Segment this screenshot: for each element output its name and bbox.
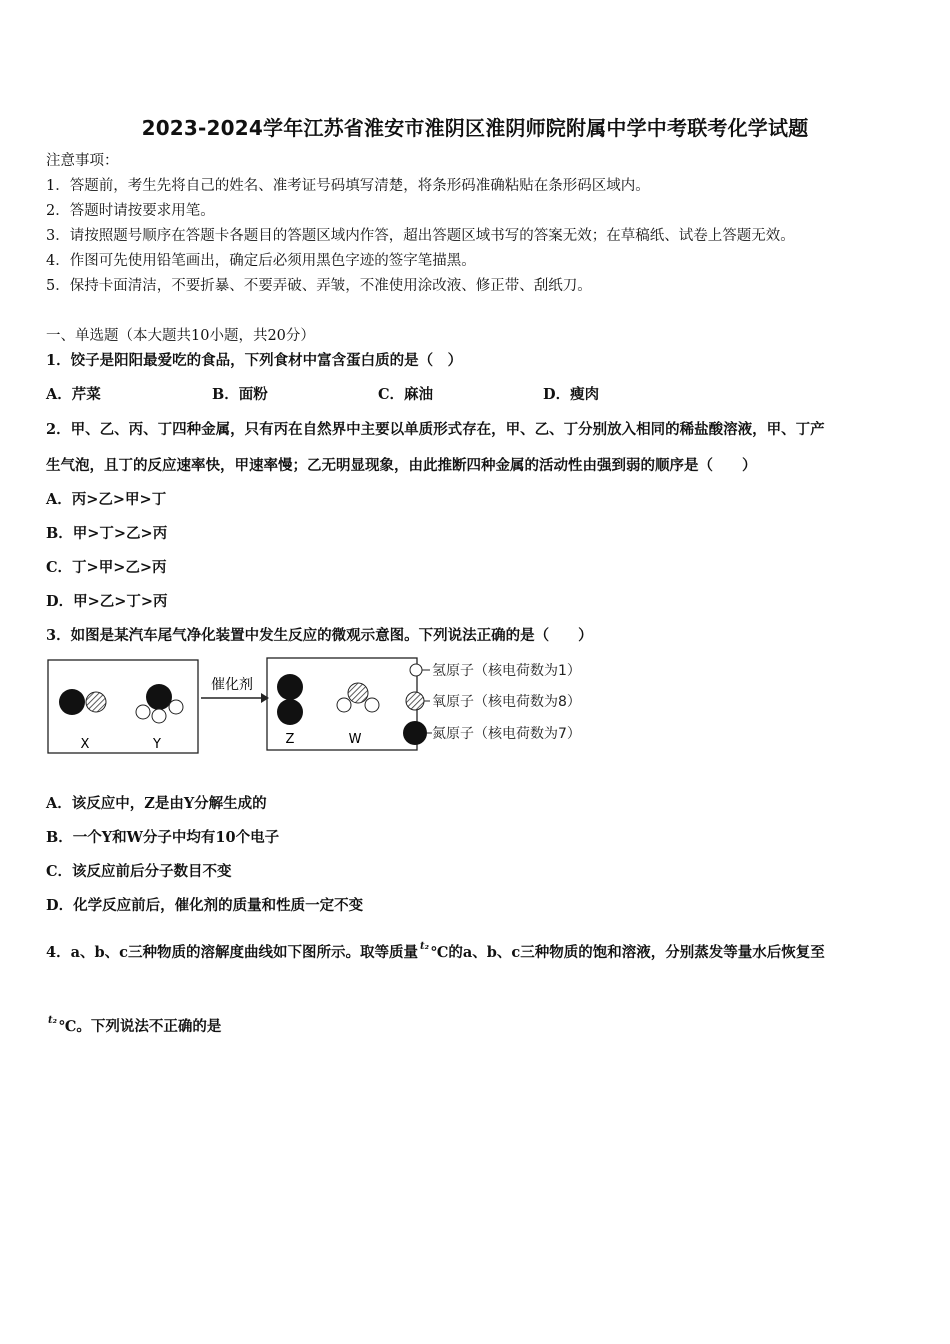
legend-nitrogen: 氮原子（核电荷数为7） [432, 726, 581, 742]
question-2-stem-line2: 生气泡，且丁的反应速率快，甲速率慢；乙无明显现象，由此推断四种金属的活动性由强到弱的顺序是（ ） [46, 457, 757, 474]
molecule-w [337, 683, 379, 712]
q3-option-d: D．化学反应前后，催化剂的质量和性质一定不变 [46, 897, 364, 914]
question-2-stem-line1: 2．甲、乙、丙、丁四种金属，只有丙在自然界中主要以单质形式存在，甲、乙、丁分别放入相同的稀盐酸溶液，甲、丁产 [46, 421, 825, 438]
q2-option-a: A．丙>乙>甲>丁 [46, 491, 167, 508]
catalyst-label: 催化剂 [211, 677, 253, 693]
note-item: 5．保持卡面清洁，不要折暴、不要弄破、弄皱，不准使用涂改液、修正带、刮纸刀。 [46, 278, 592, 294]
molecule-z [277, 674, 303, 725]
q1-option-d: D．瘦肉 [543, 386, 600, 403]
hydrogen-atom-icon [410, 664, 422, 676]
nitrogen-atom-icon [403, 721, 427, 745]
reaction-diagram [46, 655, 626, 755]
note-item: 3．请按照题号顺序在答题卡各题目的答题区域内作答，超出答题区域书写的答案无效；在草稿纸、试卷上答题无效。 [46, 228, 795, 244]
q1-option-c: C．麻油 [378, 386, 434, 403]
t2-symbol: t₂ [48, 1015, 57, 1026]
question-3-stem: 3．如图是某汽车尾气净化装置中发生反应的微观示意图。下列说法正确的是（ ） [46, 627, 593, 644]
legend [403, 662, 581, 745]
q3-option-c: C．该反应前后分子数目不变 [46, 863, 232, 880]
q2-option-c: C．丁>甲>乙>丙 [46, 559, 167, 576]
label-y: Y [153, 737, 161, 752]
q4-text-part1: 4．a、b、c三种物质的溶解度曲线如下图所示。取等质量 [46, 944, 418, 961]
label-w: W [348, 732, 362, 747]
page-title: 2023-2024学年江苏省淮安市淮阴区淮阴师院附属中学中考联考化学试题 [141, 116, 809, 140]
note-item: 1．答题前，考生先将自己的姓名、准考证号码填写清楚，将条形码准确粘贴在条形码区域内。 [46, 178, 650, 194]
question-4-stem-line1 [46, 943, 825, 965]
q2-option-d: D．甲>乙>丁>丙 [46, 593, 168, 610]
legend-hydrogen: 氢原子（核电荷数为1） [432, 663, 581, 679]
molecule-y [136, 684, 183, 723]
section-heading: 一、单选题（本大题共10小题，共20分） [46, 328, 315, 344]
q2-option-b: B．甲>丁>乙>丙 [46, 525, 168, 542]
q3-option-a: A．该反应中，Z是由Y分解生成的 [46, 795, 267, 812]
label-x: X [80, 737, 90, 752]
note-item: 4．作图可先使用铅笔画出，确定后必须用黑色字迹的签字笔描黑。 [46, 253, 476, 269]
oxygen-atom-icon [406, 692, 424, 710]
q4-text-part2: ℃的a、b、c三种物质的饱和溶液，分别蒸发等量水后恢复至 [430, 944, 825, 961]
question-4-stem-line2 [46, 1017, 221, 1039]
note-item: 2．答题时请按要求用笔。 [46, 203, 215, 219]
notes-heading: 注意事项： [46, 153, 119, 169]
q1-option-b: B．面粉 [212, 386, 268, 403]
label-z: Z [285, 732, 295, 747]
question-1-stem: 1．饺子是阳阳最爱吃的食品，下列食材中富含蛋白质的是（ ） [46, 352, 463, 369]
legend-oxygen: 氧原子（核电荷数为8） [432, 694, 581, 710]
q1-option-a: A．芹菜 [46, 386, 101, 403]
molecule-x [59, 689, 106, 715]
t2-symbol: t₂ [419, 941, 429, 952]
q4-text-part3: ℃。下列说法不正确的是 [59, 1018, 222, 1035]
arrow-head-icon [261, 693, 269, 703]
q3-option-b: B．一个Y和W分子中均有10个电子 [46, 829, 280, 846]
